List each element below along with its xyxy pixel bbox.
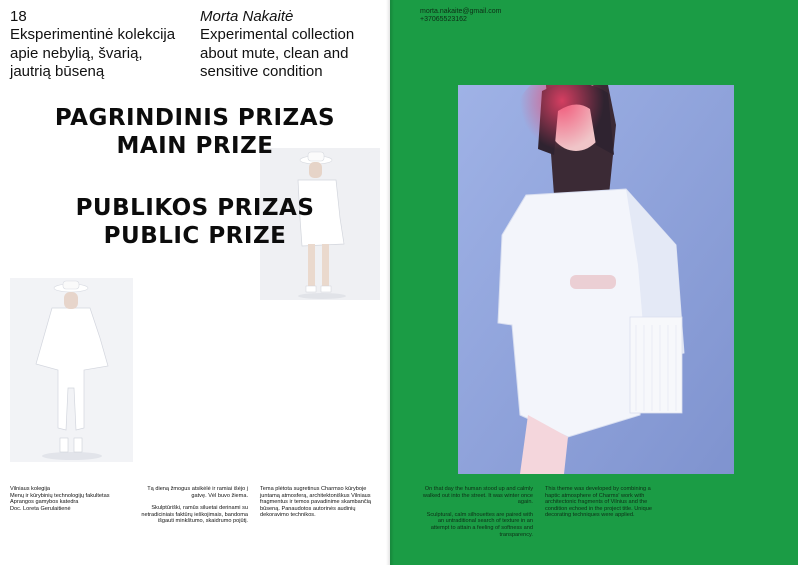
credit-line: Menų ir kūrybinių technologijų fakultetas <box>10 492 110 499</box>
prize-heading-main-en: MAIN PRIZE <box>116 133 274 159</box>
paragraph: On that day the human stood up and calmly walked out into the street. It was winter once again. <box>422 486 533 506</box>
credit-line: Aprangos gamybos katedra <box>10 499 79 506</box>
photo-model-portrait <box>458 85 734 474</box>
photo-model-full-look <box>10 278 133 462</box>
paragraph: Tema plėtota sugretinus Charmso kūryboje juntamą atmosferą, architektoniškus Vilniaus fragmentus ir temos pavadinime skambančią būseną. Panaudotos autorinės audinių dekoravimo technikos. <box>260 486 371 519</box>
credit-line: Vilniaus kolegija <box>10 486 51 492</box>
credit-line: Doc. Loreta Gerulaitienė <box>10 505 71 512</box>
designer-name: Morta Nakaitė <box>200 8 294 25</box>
collection-title-lt: Eksperimentinė kolekcija apie nebylią, švarią, jautrią būseną <box>10 26 176 80</box>
paragraph: Tą dieną žmogus atsikėlė ir ramiai išėjo į gatvę. Vėl buvo žiema. <box>147 486 248 499</box>
body-text-lt-column-1 <box>136 486 248 531</box>
body-text-en-column-1 <box>420 486 533 544</box>
body-text-en-column-2 <box>545 486 663 525</box>
spine-gutter <box>386 0 394 565</box>
paragraph: This theme was developed by combining a haptic atmosphere of Charms' work with architectonic fragments of Vilnius and the condition echoed in the project title. Unique decorating techniques were applied. <box>545 486 652 519</box>
left-page <box>0 0 390 565</box>
email-text: morta.nakaite@gmail.com <box>420 8 502 15</box>
paragraph: Sculptural, calm silhouettes are paired with an untraditional search of texture in an attempt to attain a feeling of softness and transparency. <box>426 511 533 538</box>
page-number: 18 <box>10 8 27 25</box>
collection-title-en: Experimental collection about mute, clean and sensitive condition <box>200 26 355 80</box>
department-credits <box>10 486 130 512</box>
body-text-lt-column-2 <box>260 486 372 525</box>
paragraph: Skulptūriški, ramūs siluetai derinami su netradiciniais faktūrų ieškojimais, bandoma išgauti minkštumo, skaidrumo pojūtį. <box>141 505 248 525</box>
prize-heading-public-en: PUBLIC PRIZE <box>103 223 287 249</box>
prize-heading-main-lt: PAGRINDINIS PRIZAS <box>54 105 336 131</box>
phone-text: +37065523162 <box>420 16 467 23</box>
designer-contact <box>420 8 501 24</box>
prize-heading-public-lt: PUBLIKOS PRIZAS <box>75 195 315 221</box>
